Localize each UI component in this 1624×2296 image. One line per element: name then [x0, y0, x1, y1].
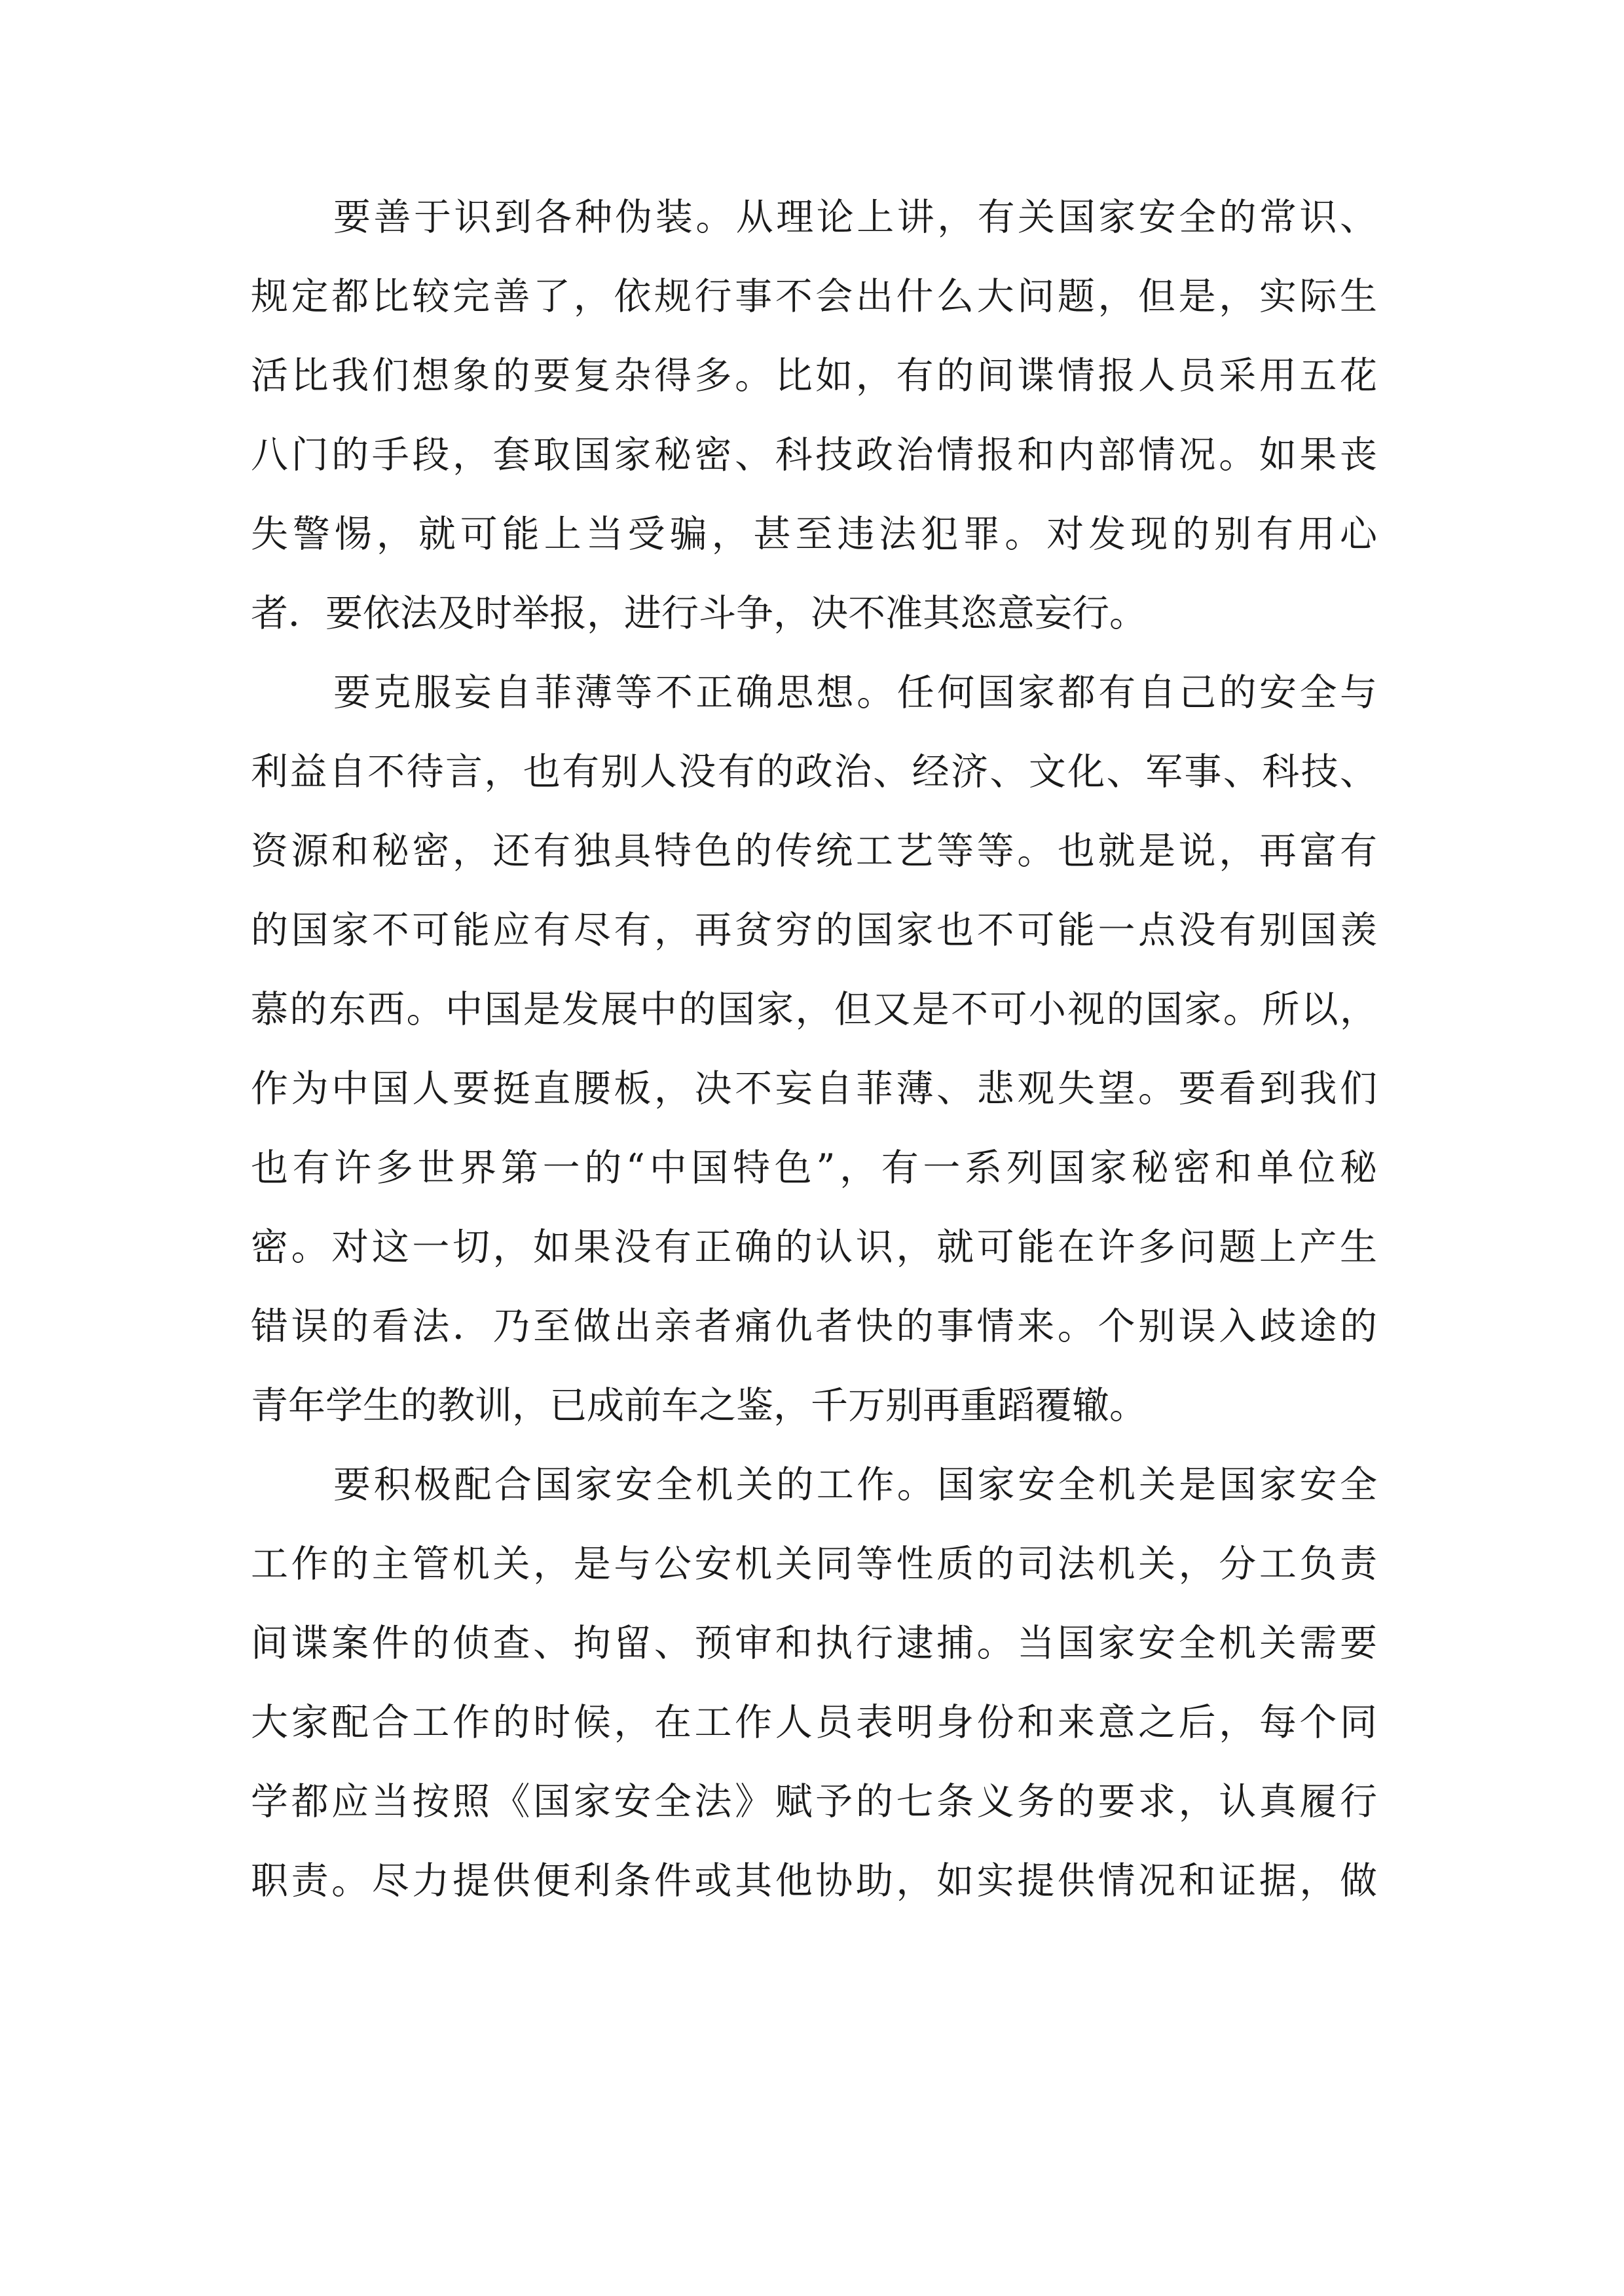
- text-line: 八门的手段，套取国家秘密、科技政治情报和内部情况。如果丧: [251, 433, 1377, 477]
- text-line: 也有许多世界第一的“中国特色”，有一系列国家秘密和单位秘: [251, 1146, 1377, 1190]
- text-line: 大家配合工作的时候，在工作人员表明身份和来意之后，每个同: [251, 1701, 1377, 1744]
- paragraph: [251, 178, 1377, 653]
- text-line: 要积极配合国家安全机关的工作。国家安全机关是国家安全: [333, 1463, 1377, 1506]
- text-line: 资源和秘密，还有独具特色的传统工艺等等。也就是说，再富有: [251, 829, 1377, 873]
- text-line: 失警惕，就可能上当受骗，甚至违法犯罪。对发现的别有用心: [251, 513, 1377, 556]
- text-line: 错误的看法．乃至做出亲者痛仇者快的事情来。个别误入歧途的: [251, 1305, 1377, 1348]
- text-line: 者．要依法及时举报，进行斗争，决不准其恣意妄行。: [251, 592, 1147, 635]
- text-line: 密。对这一切，如果没有正确的认识，就可能在许多问题上产生: [251, 1226, 1377, 1269]
- text-line: 利益自不待言，也有别人没有的政治、经济、文化、军事、科技、: [251, 750, 1377, 793]
- text-line: 作为中国人要挺直腰板，决不妄自菲薄、悲观失望。要看到我们: [251, 1067, 1377, 1110]
- document-body: [251, 178, 1377, 1921]
- text-line: 青年学生的教训，已成前车之鉴，千万别再重蹈覆辙。: [251, 1384, 1147, 1427]
- text-line: 规定都比较完善了，依规行事不会出什么大问题，但是，实际生: [251, 275, 1377, 318]
- text-line: 职责。尽力提供便利条件或其他协助，如实提供情况和证据，做: [251, 1859, 1377, 1903]
- text-line: 慕的东西。中国是发展中的国家，但又是不可小视的国家。所以，: [251, 988, 1377, 1031]
- text-line: 学都应当按照《国家安全法》赋予的七条义务的要求，认真履行: [251, 1780, 1377, 1823]
- text-line: 间谍案件的侦查、拘留、预审和执行逮捕。当国家安全机关需要: [251, 1622, 1377, 1665]
- paragraph: [251, 653, 1377, 1446]
- text-line: 要克服妄自菲薄等不正确思想。任何国家都有自己的安全与: [333, 671, 1377, 714]
- text-line: 工作的主管机关，是与公安机关同等性质的司法机关，分工负责: [251, 1542, 1377, 1586]
- text-line: 活比我们想象的要复杂得多。比如，有的间谍情报人员采用五花: [251, 354, 1377, 397]
- paragraph: [251, 1446, 1377, 1921]
- text-line: 要善于识到各种伪装。从理论上讲，有关国家安全的常识、: [333, 196, 1377, 239]
- text-line: 的国家不可能应有尽有，再贫穷的国家也不可能一点没有别国羡: [251, 909, 1377, 952]
